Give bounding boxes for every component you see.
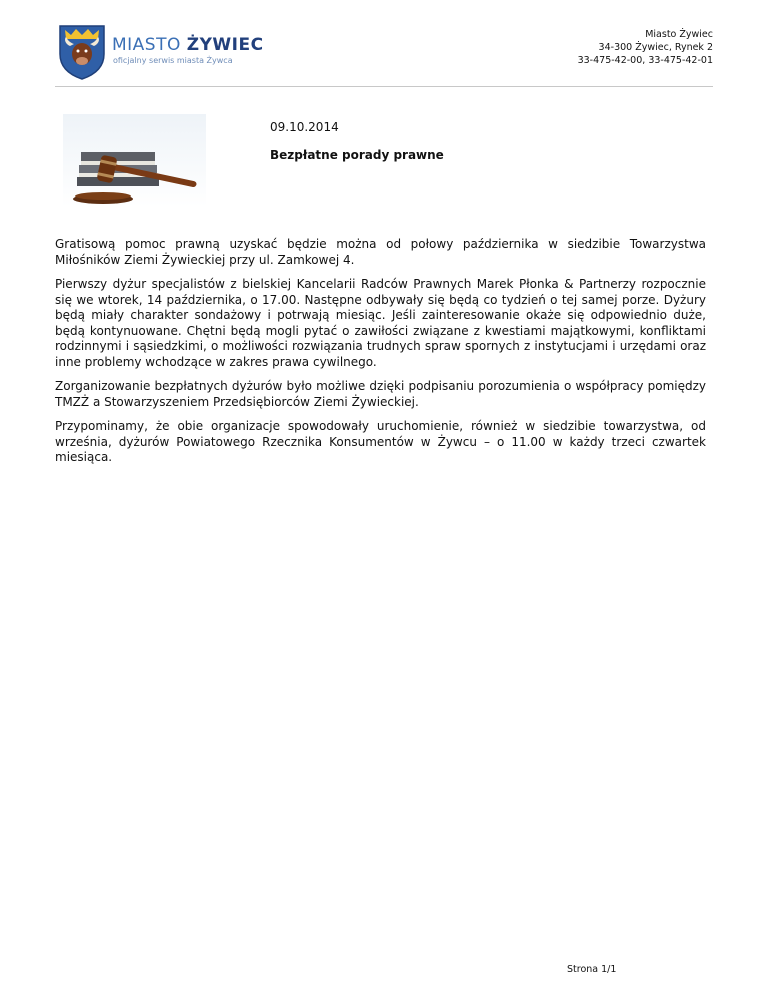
- contact-address: [578, 28, 713, 67]
- article-date: 09.10.2014: [270, 120, 339, 134]
- article-title: Bezpłatne porady prawne: [270, 148, 444, 162]
- logo-title: [112, 35, 264, 55]
- header-divider: [55, 86, 713, 87]
- logo-title-part2: ŻYWIEC: [186, 35, 264, 55]
- coat-of-arms-icon: [58, 24, 106, 80]
- site-logo[interactable]: [58, 24, 264, 80]
- article-body: [55, 237, 706, 475]
- article-paragraph: Przypominamy, że obie organizacje spowodowały uruchomienie, również w siedzibie towarzystwa, od września, dyżurów Powiatowego Rzecznika Konsumentów w Żywcu – o 11.00 w każdy trzeci czwartek miesiąca.: [55, 419, 706, 464]
- page-header: [0, 0, 768, 88]
- logo-title-part1: MIASTO: [112, 35, 181, 55]
- address-line-1: Miasto Żywiec: [645, 29, 713, 40]
- logo-subtitle: oficjalny serwis miasta Żywca: [113, 56, 233, 65]
- article-paragraph: Pierwszy dyżur specjalistów z bielskiej Kancelarii Radców Prawnych Marek Płonka & Partnerzy rozpocznie się we wtorek, 14 października, o 17.00. Następne odbywały się będą co tydzień o tej samej porze. Dyżury będą miały charakter sondażowy i potrwają miesiąc. Jeśli zainteresowanie okaże się odpowiednio duże, będą kontynuowane. Chętni będą mogli pytać o zawiłości związane z kwestiami majątkowymi, konfliktami rodzinnymi i sąsiedzkimi, o możliwości rozwiązania trudnych spraw spornych z instytucjami i urzędami oraz inne problemy wchodzące w zakres prawa cywilnego.: [55, 277, 706, 369]
- page-number: Strona 1/1: [567, 964, 617, 975]
- address-line-2: 34-300 Żywiec, Rynek 2: [598, 42, 713, 53]
- address-line-3: 33-475-42-00, 33-475-42-01: [577, 55, 713, 66]
- article-paragraph: Zorganizowanie bezpłatnych dyżurów było możliwe dzięki podpisaniu porozumienia o współpracy pomiędzy TMZŻ a Stowarzyszeniem Przedsiębiorców Ziemi Żywieckiej.: [55, 379, 706, 409]
- article-paragraph: Gratisową pomoc prawną uzyskać będzie można od połowy października w siedzibie Towarzystwa Miłośników Ziemi Żywieckiej przy ul. Zamkowej 4.: [55, 237, 706, 267]
- gavel-on-books-photo-icon: [63, 114, 206, 207]
